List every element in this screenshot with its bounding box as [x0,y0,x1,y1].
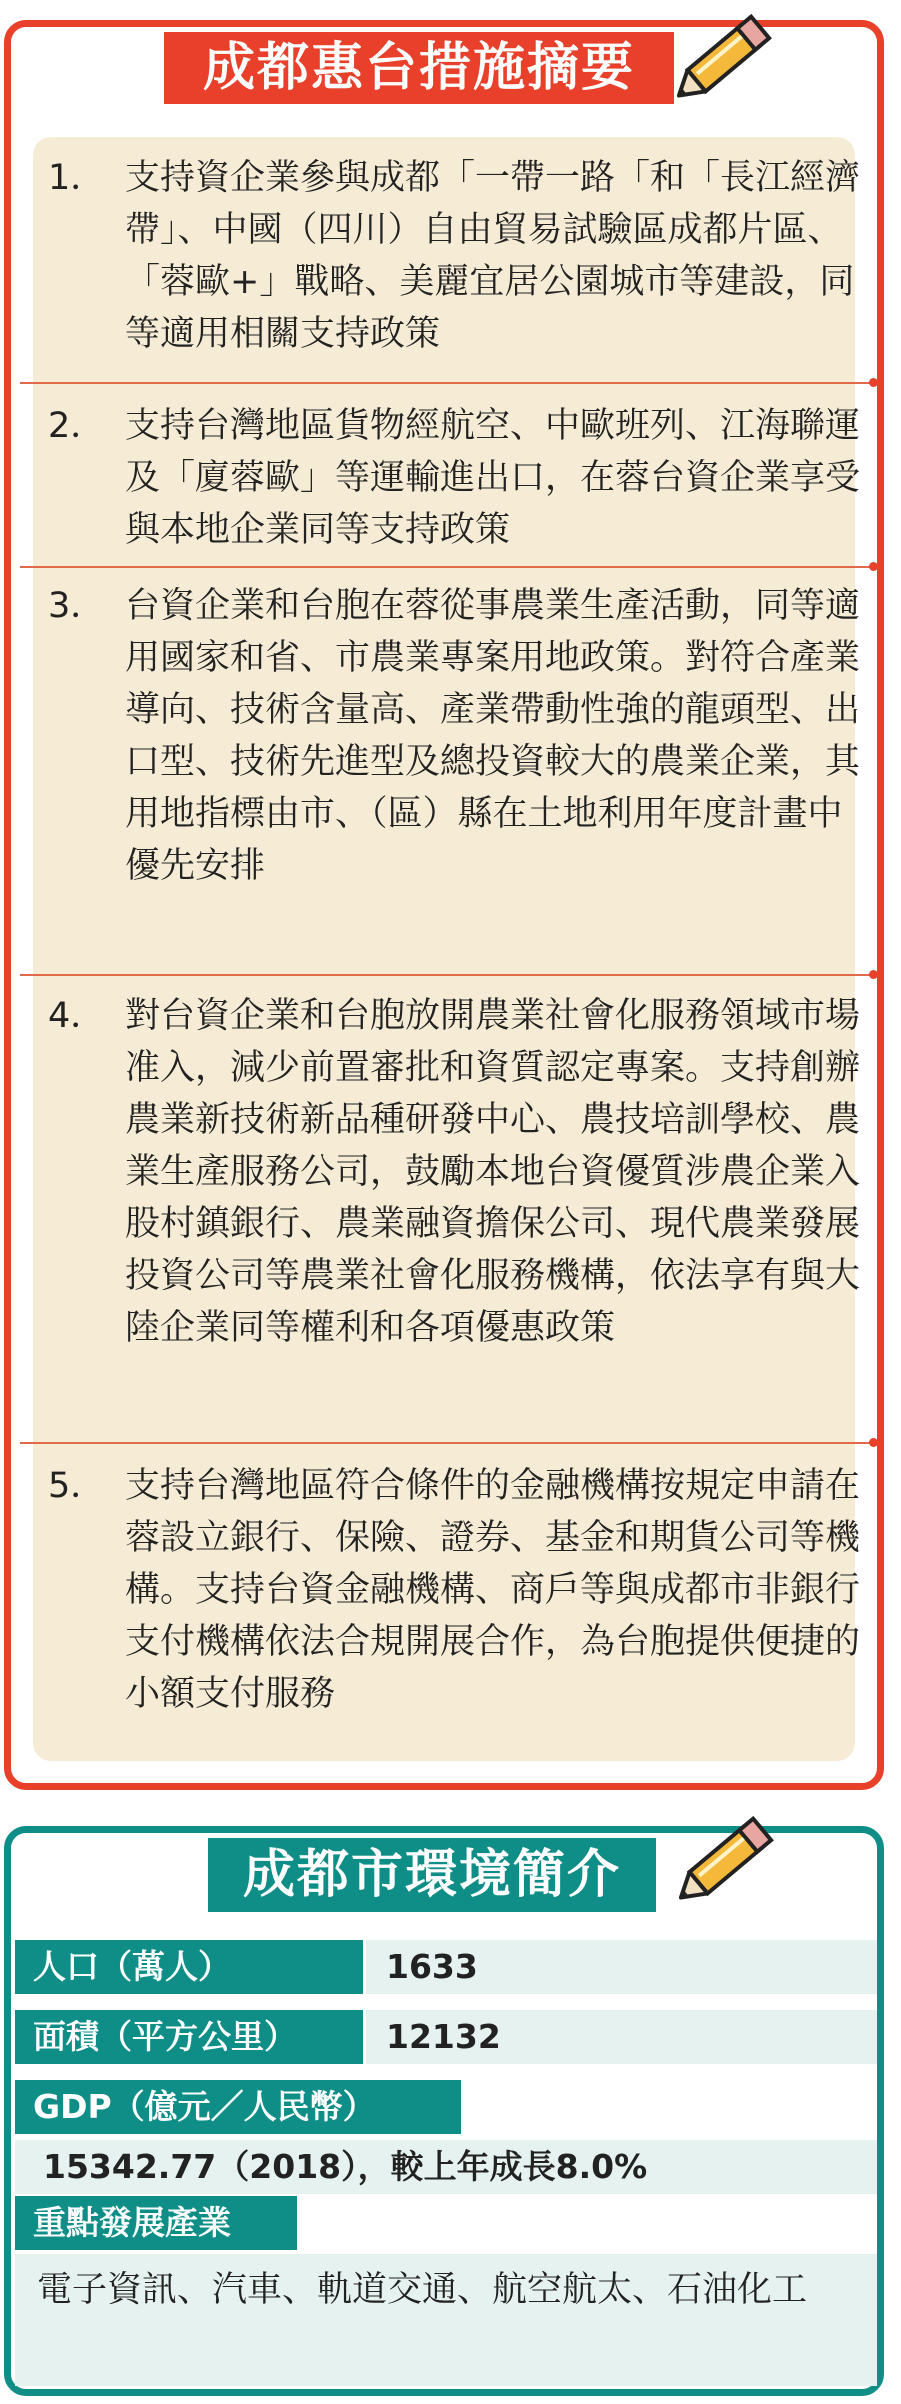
title-emphasis-text: 摘要 [527,38,636,98]
policy-item-number: 1． [48,158,106,198]
gdp-label: GDP（億元／人民幣） [15,2080,461,2134]
policy-item-text: 支持台灣地區貨物經航空、中歐班列、江海聯運及「廈蓉歐」等運輸進出口，在蓉台資企業享受與本地企業同等支持政策 [125,406,861,550]
area-value: 12132 [366,2010,877,2064]
policy-item-number: 2． [48,406,106,446]
policy-item-text: 台資企業和台胞在蓉從事農業生產活動，同等適用國家和省、市農業專案用地政策。對符合產業導向、技術含量高、產業帶動性強的龍頭型、出口型、技術先進型及總投資較大的農業企業，其用地指標由市、（區）縣在土地利用年度計畫中優先安排 [125,586,861,886]
title-main-text: 成都惠台措施 [202,38,527,98]
policy-item-number: 3． [48,586,106,626]
industries-label: 重點發展產業 [15,2196,297,2250]
pencil-icon [666,1806,786,1916]
industries-value: 電子資訊、汽車、軌道交通、航空航太、石油化工 [15,2254,877,2386]
policy-item-number: 4． [48,996,106,1036]
divider [20,382,872,384]
policy-item-text: 支持資企業參與成都「一帶一路「和「長江經濟帶」、中國（四川）自由貿易試驗區成都片區、「蓉歐+」戰略、美麗宜居公園城市等建設，同等適用相關支持政策 [125,158,861,354]
policy-item-number: 5． [48,1466,106,1506]
pencil-icon [664,4,784,114]
divider [20,1442,872,1444]
divider [20,974,872,976]
policy-item-text: 對台資企業和台胞放開農業社會化服務領域市場准入，減少前置審批和資質認定專案。支持創辦農業新技術新品種研發中心、農技培訓學校、農業生產服務公司，鼓勵本地台資優質涉農企業入股村鎮銀行、農業融資擔保公司、現代農業發展投資公司等農業社會化服務機構，依法享有與大陸企業同等權利和各項優惠政策 [125,996,861,1348]
divider [20,566,872,568]
gdp-value: 15342.77（2018），較上年成長8.0% [15,2140,877,2194]
population-label: 人口（萬人） [15,1940,363,1994]
population-value: 1633 [366,1940,877,1994]
title-main-text: 成都市環境 [242,1845,513,1905]
policy-item-text: 支持台灣地區符合條件的金融機構按規定申請在蓉設立銀行、保險、證券、基金和期貨公司等機構。支持台資金融機構、商戶等與成都市非銀行支付機構依法合規開展合作，為台胞提供便捷的小額支付服務 [125,1466,861,1714]
area-label: 面積（平方公里） [15,2010,363,2064]
title-emphasis-text: 簡介 [513,1845,622,1905]
policy-summary-title [164,32,674,104]
city-profile-title [208,1838,656,1912]
